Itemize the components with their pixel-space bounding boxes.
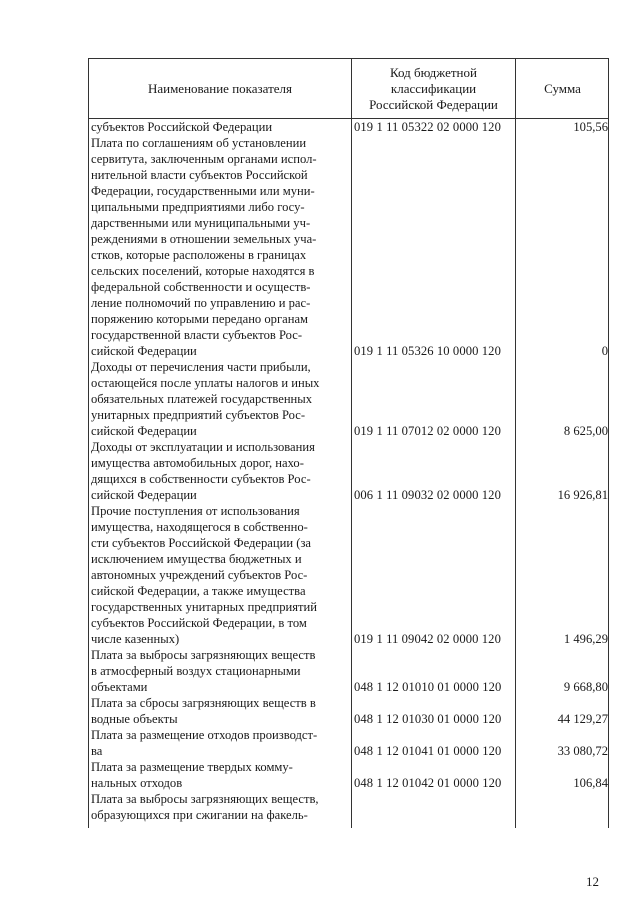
column-divider-sum xyxy=(515,59,516,828)
row-description: Прочие поступления от использования имущества, находящегося в собственно- сти субъектов Российской Федерации (за исключением имущества бюджетных и автономных учреждений субъектов Рос- сийской Федерации, а также имущества государственных унитарных предприятий субъектов Российской Федерации, в том числе казенных) xyxy=(91,504,318,646)
row-description: Доходы от эксплуатации и использования имущества автомобильных дорог, нахо- дящихся в собственности субъектов Рос- сийской Федерации xyxy=(91,440,315,502)
row-amount: 105,56 xyxy=(573,120,608,134)
row-description: Доходы от перечисления части прибыли, остающейся после уплаты налогов и иных обязательных платежей государственных унитарных предприятий субъектов Рос- сийской Федерации xyxy=(91,360,320,438)
row-code: 048 1 12 01041 01 0000 120 xyxy=(354,744,502,758)
row-code: 019 1 11 05326 10 0000 120 xyxy=(354,344,501,358)
header-code-cell xyxy=(352,59,515,118)
row-description: Плата за размещение твердых комму- нальных отходов xyxy=(91,760,293,790)
budget-table xyxy=(88,58,609,828)
row-description: Плата за выбросы загрязняющих веществ в атмосферный воздух стационарными объектами xyxy=(91,648,316,694)
row-code: 019 1 11 09042 02 0000 120 xyxy=(354,632,501,646)
row-description: Плата за сбросы загрязняющих веществ в водные объекты xyxy=(91,696,316,726)
row-amount: 1 496,29 xyxy=(563,632,608,646)
header-name-label: Наименование показателя xyxy=(147,80,293,96)
row-code: 019 1 11 05322 02 0000 120 xyxy=(354,120,501,134)
row-amount: 8 625,00 xyxy=(563,424,608,438)
row-code: 006 1 11 09032 02 0000 120 xyxy=(354,488,501,502)
row-code: 048 1 12 01030 01 0000 120 xyxy=(354,712,502,726)
row-amount: 16 926,81 xyxy=(557,488,608,502)
row-amount: 33 080,72 xyxy=(557,744,608,758)
row-amount: 106,84 xyxy=(573,776,608,790)
header-sum-cell xyxy=(516,59,609,118)
header-sum-label: Сумма xyxy=(544,80,581,96)
row-amount: 9 668,80 xyxy=(563,680,608,694)
row-amount: 44 129,27 xyxy=(557,712,608,726)
page-number: 12 xyxy=(586,874,599,889)
row-description: субъектов Российской Федерации xyxy=(91,120,273,134)
header-name-cell xyxy=(89,59,351,118)
column-divider-code xyxy=(351,59,352,828)
row-description: Плата по соглашениям об установлении сервитута, заключенным органами испол- нительной власти субъектов Российской Федерации, государственными или муни- ципальными предприятиями либо госу- дарственными или муниципальными уч- реждениями в отношении земельных уча- стков, которые расположены в границах сельских поселений, которые находятся в федеральной собственности и осуществ- ление полномочий по управлению и рас- поряжению которыми передано органам государственной власти субъектов Рос- сийской Федерации xyxy=(91,136,317,358)
row-description: Плата за размещение отходов производст- ва xyxy=(91,728,318,758)
row-code: 048 1 12 01042 01 0000 120 xyxy=(354,776,502,790)
row-description: Плата за выбросы загрязняющих веществ, образующихся при сжигании на факель- xyxy=(91,792,319,822)
row-amount: 0 xyxy=(601,344,608,358)
header-code-label: Код бюджетной классификации Российской Федерации xyxy=(369,64,498,112)
row-code: 048 1 12 01010 01 0000 120 xyxy=(354,680,502,694)
row-code: 019 1 11 07012 02 0000 120 xyxy=(354,424,501,438)
